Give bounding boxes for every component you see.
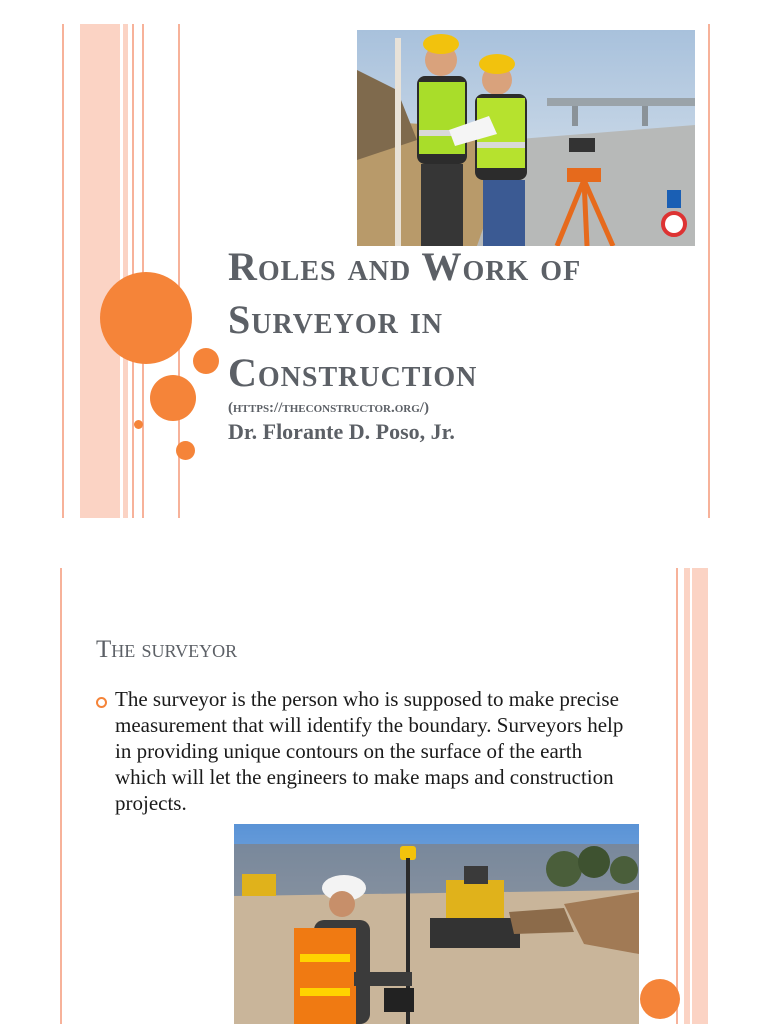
decor-circle-small: [134, 420, 143, 429]
surveyors-photo: [357, 30, 695, 246]
decor-circle: [176, 441, 195, 460]
source-url[interactable]: (https://theconstructor.org/): [228, 400, 429, 416]
stripe-line-left: [60, 568, 62, 1024]
slide-title: Roles and Work of Surveyor in Construction: [228, 244, 582, 395]
stripe-gap: [120, 24, 123, 518]
stripe-line: [62, 24, 64, 518]
decor-circle: [640, 979, 680, 1019]
surveyors-photo-icon: [357, 30, 695, 246]
gps-surveyor-photo-icon: [234, 824, 639, 1024]
decor-circle-large: [100, 272, 192, 364]
bullet-item: [96, 686, 626, 816]
stripe-band: [684, 568, 708, 1024]
gps-surveyor-photo: [234, 824, 639, 1024]
stripe-gap: [690, 568, 692, 1024]
slide-heading: The surveyor: [96, 636, 238, 663]
stripe-line: [132, 24, 134, 518]
content-slide: [60, 568, 712, 1024]
stripe-line-right: [708, 24, 710, 518]
stripe-line: [142, 24, 144, 518]
stripe-line: [676, 568, 678, 1024]
decor-circle: [150, 375, 196, 421]
decor-circle: [193, 348, 219, 374]
title-slide: [60, 24, 712, 518]
bullet-circle-icon: [96, 697, 107, 708]
author-name: Dr. Florante D. Poso, Jr.: [228, 419, 455, 444]
bullet-text: The surveyor is the person who is supposed to make precise measurement that will identify the boundary. Surveyors help in providing unique contours on the surface of the earth which will let the engineers to make maps and construction projects.: [115, 687, 624, 815]
